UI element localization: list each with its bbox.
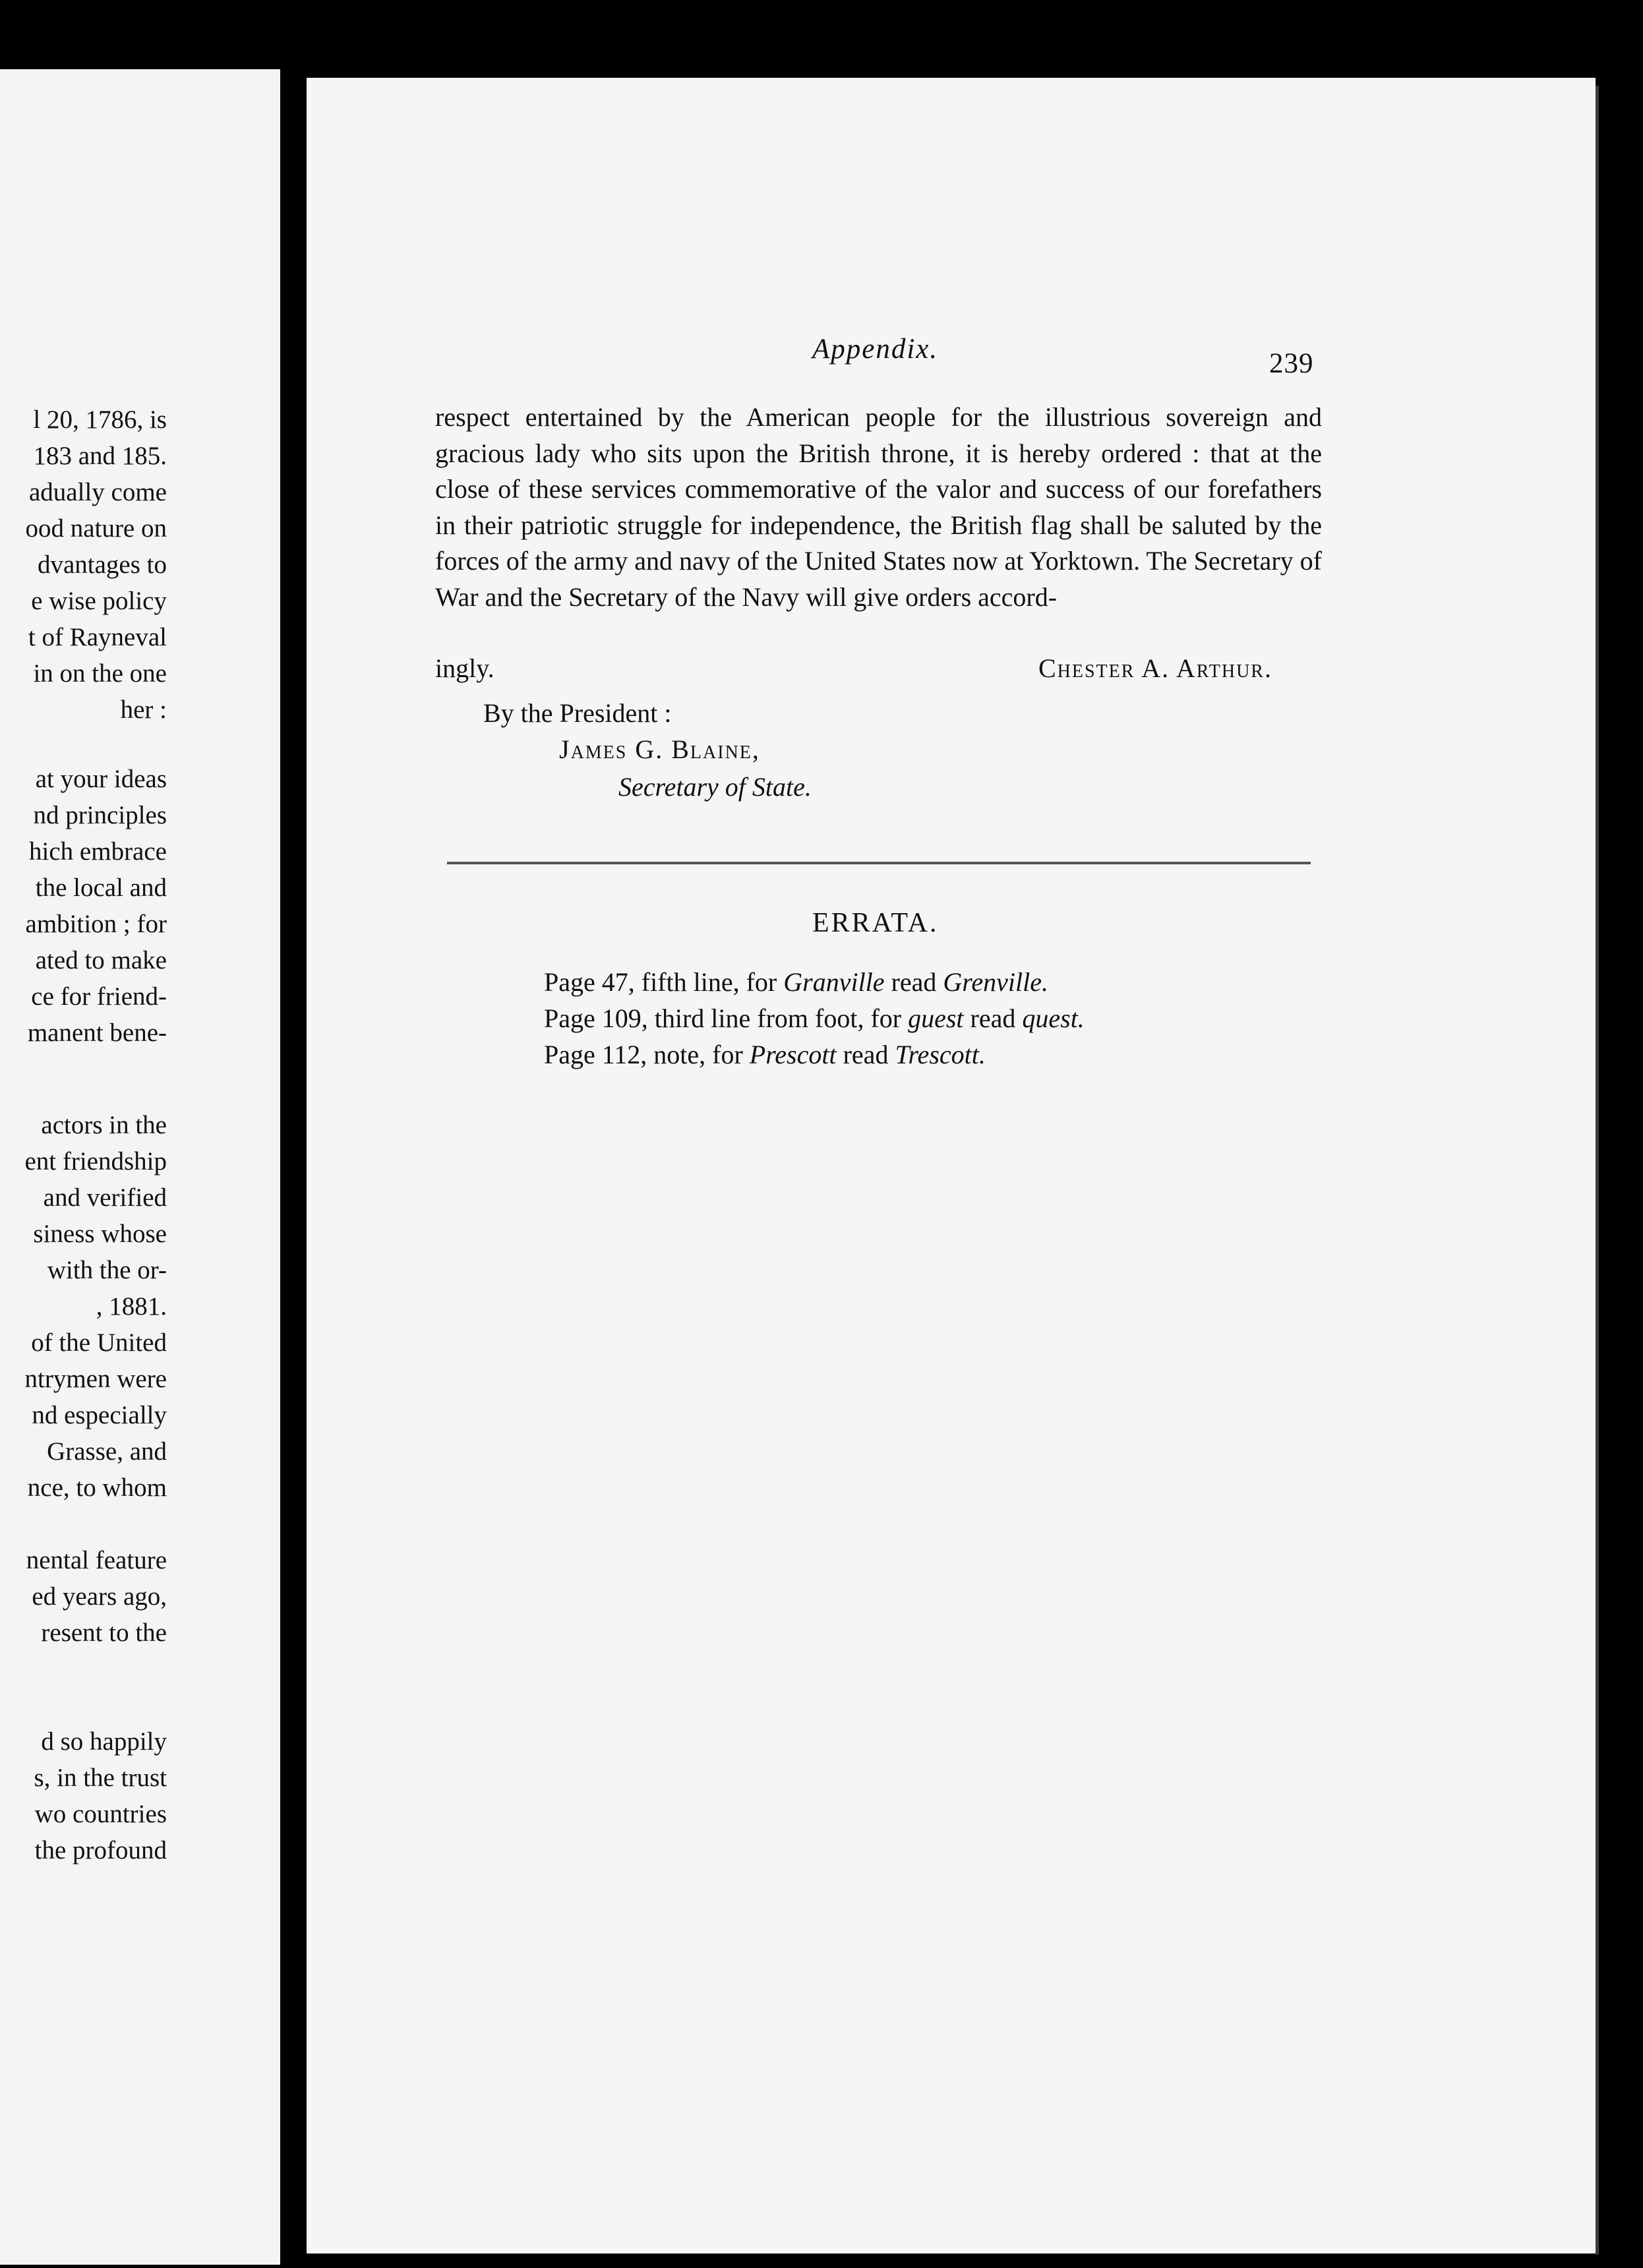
proclamation-text: respect entertained by the American people for the illustrious sovereign and gracious lady who sits upon the British throne, it is hereby ordered : that at the close of these services commemorative of the valor and success of our forefathers in their patriotic struggle for independence, the British flag shall be saluted by the forces of the army and navy of the United States now at Yorktown. The Secretary of War and the Secretary of the Navy will give orders accord- <box>435 402 1322 612</box>
left-text-line: in on the one <box>33 659 167 688</box>
errata-item <box>544 1000 1085 1036</box>
presidential-signature: Chester A. Arthur. <box>1038 653 1272 683</box>
countersign-name: James G. Blaine, <box>559 734 760 764</box>
left-text-line: nd principles <box>33 801 167 829</box>
running-header-title: Appendix. <box>812 334 939 365</box>
errata-wrong: guest <box>908 1003 964 1033</box>
left-text-line: at your ideas <box>35 765 167 793</box>
errata-prefix: Page 109, third line from foot, for <box>544 1003 909 1033</box>
left-text-line: her : <box>120 696 167 724</box>
left-text-line: the profound <box>34 1836 167 1865</box>
left-text-line: nental feature <box>26 1546 167 1574</box>
left-text-line: siness whose <box>33 1220 167 1248</box>
errata-wrong: Prescott <box>749 1040 837 1069</box>
errata-read: read <box>884 967 943 997</box>
page-number: 239 <box>1269 348 1314 379</box>
by-president-line: By the President : <box>483 698 672 728</box>
left-text-line: t of Rayneval <box>28 623 167 651</box>
left-text-line: ated to make <box>35 946 167 974</box>
left-text-line: ce for friend- <box>31 982 167 1011</box>
left-text-line: wo countries <box>34 1800 167 1828</box>
left-text-line: ntrymen were <box>24 1365 167 1393</box>
errata-prefix: Page 47, fifth line, for <box>544 967 784 997</box>
left-text-line: ood nature on <box>25 514 167 543</box>
errata-wrong: Granville <box>783 967 885 997</box>
errata-correct: Grenville. <box>943 967 1048 997</box>
left-text-line: dvantages to <box>37 551 167 579</box>
errata-heading: ERRATA. <box>812 908 939 938</box>
left-text-line: of the United <box>31 1328 167 1357</box>
proclamation-paragraph <box>435 400 1322 615</box>
errata-item <box>544 1036 1085 1073</box>
left-text-line: actors in the <box>41 1111 167 1139</box>
left-text-line: l 20, 1786, is <box>33 405 167 434</box>
left-text-line: hich embrace <box>29 837 167 866</box>
errata-item <box>544 964 1085 1000</box>
countersign-title: Secretary of State. <box>618 772 812 802</box>
left-text-line: Grasse, and <box>47 1437 167 1466</box>
left-text-line: ent friendship <box>24 1147 167 1176</box>
left-text-line: s, in the trust <box>34 1764 167 1792</box>
left-text-line: adually come <box>29 478 167 506</box>
left-text-line: , 1881. <box>96 1292 167 1321</box>
left-text-line: nce, to whom <box>27 1474 167 1502</box>
left-text-line: the local and <box>35 874 167 902</box>
left-text-line: resent to the <box>41 1619 167 1647</box>
closing-word: ingly. <box>435 653 494 683</box>
left-text-line: 183 and 185. <box>33 442 167 470</box>
errata-correct: Trescott. <box>895 1040 986 1069</box>
left-text-line: manent bene- <box>27 1019 167 1047</box>
left-text-line: ed years ago, <box>32 1582 167 1611</box>
left-page-fragment <box>0 69 280 2265</box>
errata-read: read <box>836 1040 895 1069</box>
errata-list <box>544 964 1085 1073</box>
errata-prefix: Page 112, note, for <box>544 1040 750 1069</box>
left-text-line: and verified <box>43 1183 167 1212</box>
left-text-line: d so happily <box>41 1727 167 1756</box>
left-text-line: e wise policy <box>31 587 167 615</box>
errata-read: read <box>963 1003 1023 1033</box>
left-text-line: nd especially <box>32 1401 167 1429</box>
left-text-line: with the or- <box>47 1256 167 1284</box>
errata-correct: quest. <box>1022 1003 1085 1033</box>
page-edge-shadow <box>1596 86 1599 2255</box>
book-gutter <box>280 66 310 2268</box>
left-text-line: ambition ; for <box>25 910 167 938</box>
section-divider <box>447 862 1311 864</box>
